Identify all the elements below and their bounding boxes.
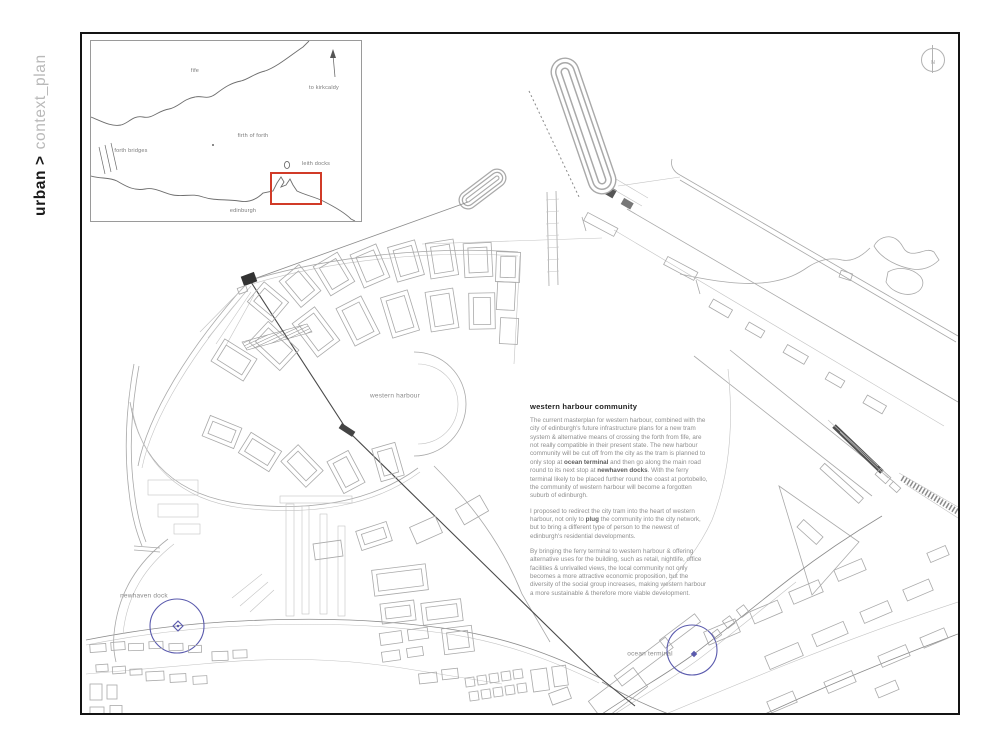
sheet-title-page: context_plan: [32, 54, 49, 150]
inset-map-drawing: [91, 41, 361, 221]
inset-label-leith-docks: leith docks: [301, 161, 331, 167]
north-compass-icon: [921, 48, 945, 72]
ocean-terminal-marker: [667, 625, 717, 675]
inset-label-to-kirkcaldy: to kirkcaldy: [309, 85, 339, 91]
compass-north-label: N: [931, 60, 935, 66]
site-highlight-box: [271, 173, 321, 204]
label-western-harbour: western harbour: [370, 392, 420, 400]
community-text-title: western harbour community: [530, 402, 638, 411]
inset-label-firth-of-forth: firth of forth: [237, 133, 269, 139]
inset-map: [90, 40, 362, 222]
channel-line: [422, 238, 602, 244]
sheet-title-section: urban >: [32, 155, 49, 216]
inset-label-edinburgh: edinburgh: [229, 208, 257, 214]
compass-needle: [932, 45, 933, 73]
existing-buildings: [90, 545, 949, 713]
sheet-title: [32, 36, 64, 216]
label-newhaven-dock: newhaven dock: [120, 592, 168, 600]
inset-label-forth-bridges: forth bridges: [114, 148, 148, 154]
community-text-block: [530, 402, 708, 605]
main-map: [80, 32, 960, 715]
newhaven-dock-marker: [150, 599, 204, 653]
inset-label-fife: fife: [190, 68, 200, 74]
community-text-paragraphs: The current masterplan for western harbour, combined with the city of edinburgh's future infrastructure plans for a new tram system & alternative means of crossing the forth from fife, are not really compatible in their present state. The new harbour community will be cut off from the city as the tram is planned to only stop at ocean terminal and then go along the main road round to its next stop at newhaven docks. With the ferry terminal likely to be placed further round the coast at portobello, the community of western harbour will become a forgotten suburb of edinburgh. I proposed to redirect the city tram into the heart of western harbour, not only to plug the community into the city network, but to bring a different type of person to the newest of edinburgh's residential developments. By bringing the ferry terminal to western harbour & offering alternative uses for the building, such as retail, nightlife, office facilities & unrivalled views, the local community not only becomes a more attractive economic proposition, but the diversity of the social group increases, making western harbour a more sustainable & therefore more viable development.: [530, 417, 708, 597]
harbour-breakwaters: [468, 72, 602, 200]
label-ocean-terminal: ocean terminal: [627, 650, 673, 658]
